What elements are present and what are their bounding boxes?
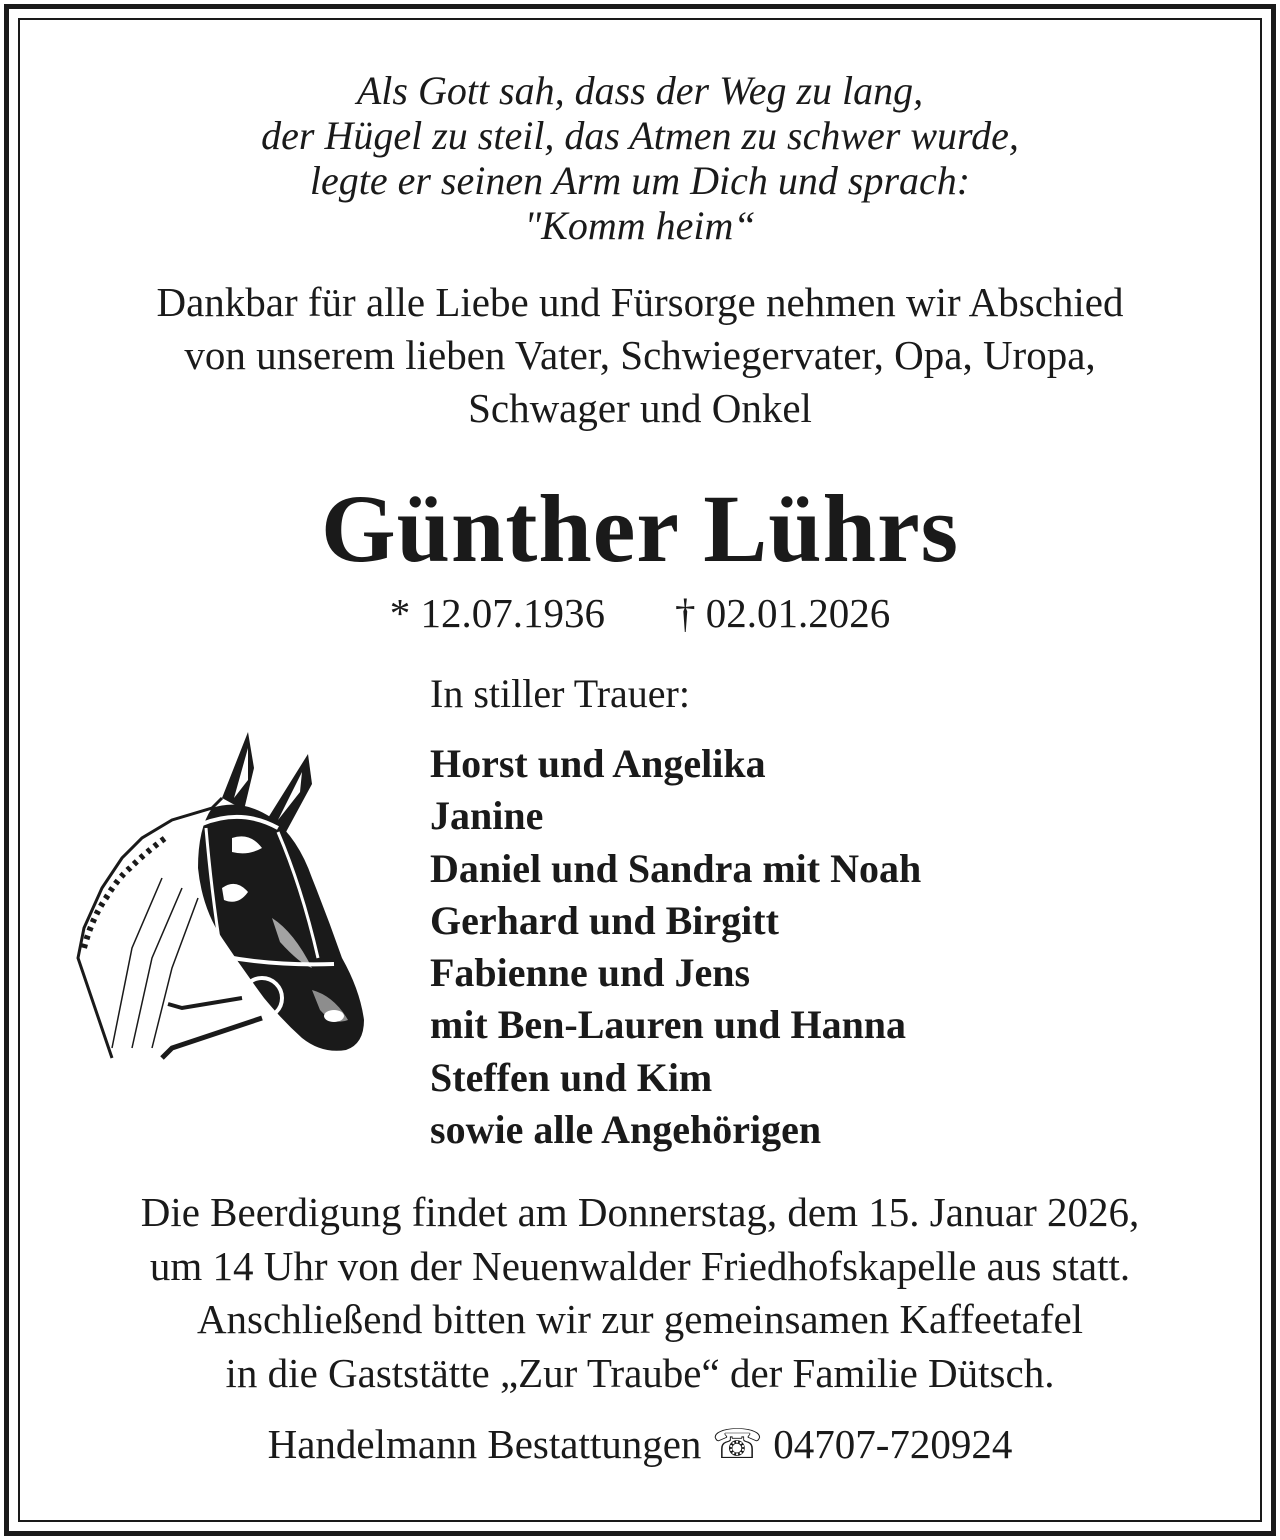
poem-line: der Hügel zu steil, das Atmen zu schwer wurde, bbox=[261, 113, 1019, 158]
family-list bbox=[430, 738, 921, 1156]
family-member: Horst und Angelika bbox=[430, 741, 766, 786]
family-member: Fabienne und Jens bbox=[430, 950, 751, 996]
phone-icon: ☏ bbox=[711, 1421, 763, 1467]
intro-text bbox=[30, 276, 1250, 435]
birth-date: * 12.07.1936 bbox=[389, 590, 605, 636]
family-member: mit Ben-Lauren und Hanna bbox=[430, 1002, 907, 1048]
poem-line: legte er seinen Arm um Dich und sprach: bbox=[309, 158, 971, 203]
death-date: † 02.01.2026 bbox=[675, 590, 891, 636]
funeral-line: Die Beerdigung findet am Donnerstag, dem 15. Januar 2026, bbox=[140, 1189, 1140, 1235]
deceased-name: Günther Lührs bbox=[320, 475, 960, 582]
family-member: Gerhard und Birgitt bbox=[430, 897, 779, 943]
family-member: Daniel und Sandra mit Noah bbox=[430, 845, 922, 891]
poem bbox=[30, 68, 1250, 248]
life-dates bbox=[30, 588, 1250, 638]
family-member: sowie alle Angehörigen bbox=[430, 1107, 822, 1153]
intro-line: Dankbar für alle Liebe und Fürsorge nehmen wir Abschied bbox=[156, 279, 1124, 325]
funeral-line: um 14 Uhr von der Neuenwalder Friedhofskapelle aus statt. bbox=[149, 1242, 1131, 1289]
funeral-info bbox=[30, 1186, 1250, 1400]
undertaker-line bbox=[30, 1418, 1250, 1470]
family-member: Steffen und Kim bbox=[430, 1054, 713, 1100]
intro-line: Schwager und Onkel bbox=[468, 385, 812, 431]
funeral-line: Anschließend bitten wir zur gemeinsamen Kaffeetafel bbox=[196, 1296, 1084, 1342]
intro-line: von unserem lieben Vater, Schwiegervater, Opa, Uropa, bbox=[184, 332, 1096, 378]
funeral-line: in die Gaststätte „Zur Traube“ der Familie Dütsch. bbox=[225, 1349, 1055, 1396]
horse-head-icon bbox=[72, 728, 372, 1068]
poem-line: "Komm heim“ bbox=[524, 203, 756, 248]
mourning-label: In stiller Trauer: bbox=[430, 671, 690, 716]
undertaker-name: Handelmann Bestattungen bbox=[267, 1421, 702, 1467]
poem-line: Als Gott sah, dass der Weg zu lang, bbox=[356, 68, 924, 113]
family-member: Janine bbox=[430, 793, 544, 839]
undertaker-phone: 04707-720924 bbox=[773, 1421, 1013, 1467]
